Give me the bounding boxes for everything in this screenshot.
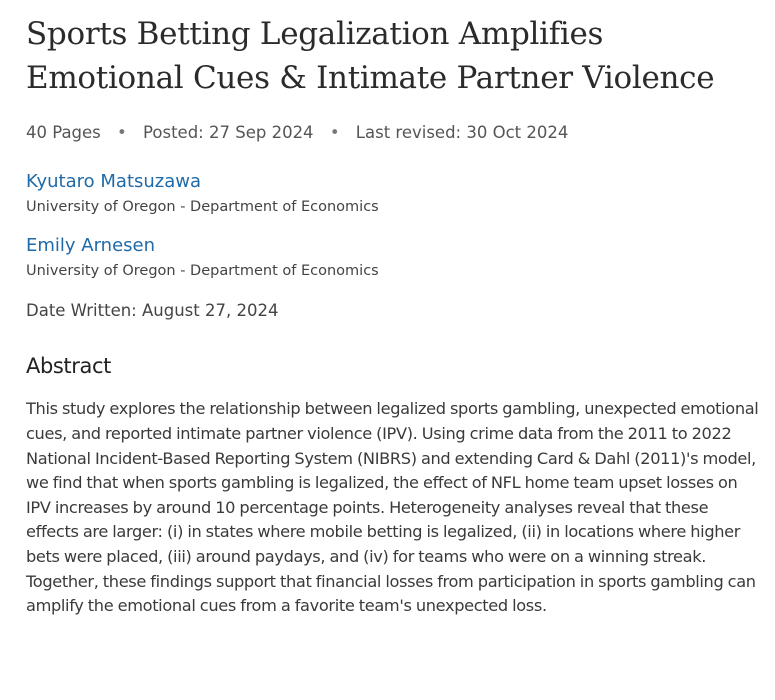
author-link[interactable]: Kyutaro Matsuzawa (26, 171, 202, 192)
author-affiliation: University of Oregon - Department of Economics (26, 199, 379, 215)
posted-date: Posted: 27 Sep 2024 (143, 123, 314, 142)
date-written: Date Written: August 27, 2024 (26, 301, 279, 320)
paper-meta (26, 122, 761, 144)
page-count: 40 Pages (26, 123, 101, 142)
abstract-text: This study explores the relationship between legalized sports gambling, unexpected emotional cues, and reported intimate partner violence (IPV). Using crime data from the 2011 to 2022 National Incident-Based Reporting System (NIBRS) and extending Card & Dahl (2011)'s model, we find that when sports gambling is legalized, the effect of NFL home team upset losses on IPV increases by around 10 percentage points. Heterogeneity analyses reveal that these effects are larger: (i) in states where mobile betting is legalized, (ii) in locations where higher bets were placed, (iii) around paydays, and (iv) for teams who were on a winning streak. Together, these findings support that financial losses from participation in sports gambling can amplify the emotional cues from a favorite team's unexpected loss. (26, 399, 759, 616)
paper-title (26, 12, 761, 100)
paper-page (26, 12, 761, 635)
paper-title-line-2: Emotional Cues & Intimate Partner Violence (26, 60, 715, 96)
author-affiliation: University of Oregon - Department of Economics (26, 263, 379, 279)
author-block (26, 170, 761, 218)
author-link[interactable]: Emily Arnesen (26, 235, 156, 256)
meta-separator: • (329, 123, 340, 142)
last-revised-date: Last revised: 30 Oct 2024 (355, 123, 569, 142)
meta-separator: • (117, 123, 127, 142)
paper-title-line-1: Sports Betting Legalization Amplifies (26, 16, 604, 52)
author-block (26, 234, 761, 282)
abstract-heading: Abstract (26, 354, 111, 378)
